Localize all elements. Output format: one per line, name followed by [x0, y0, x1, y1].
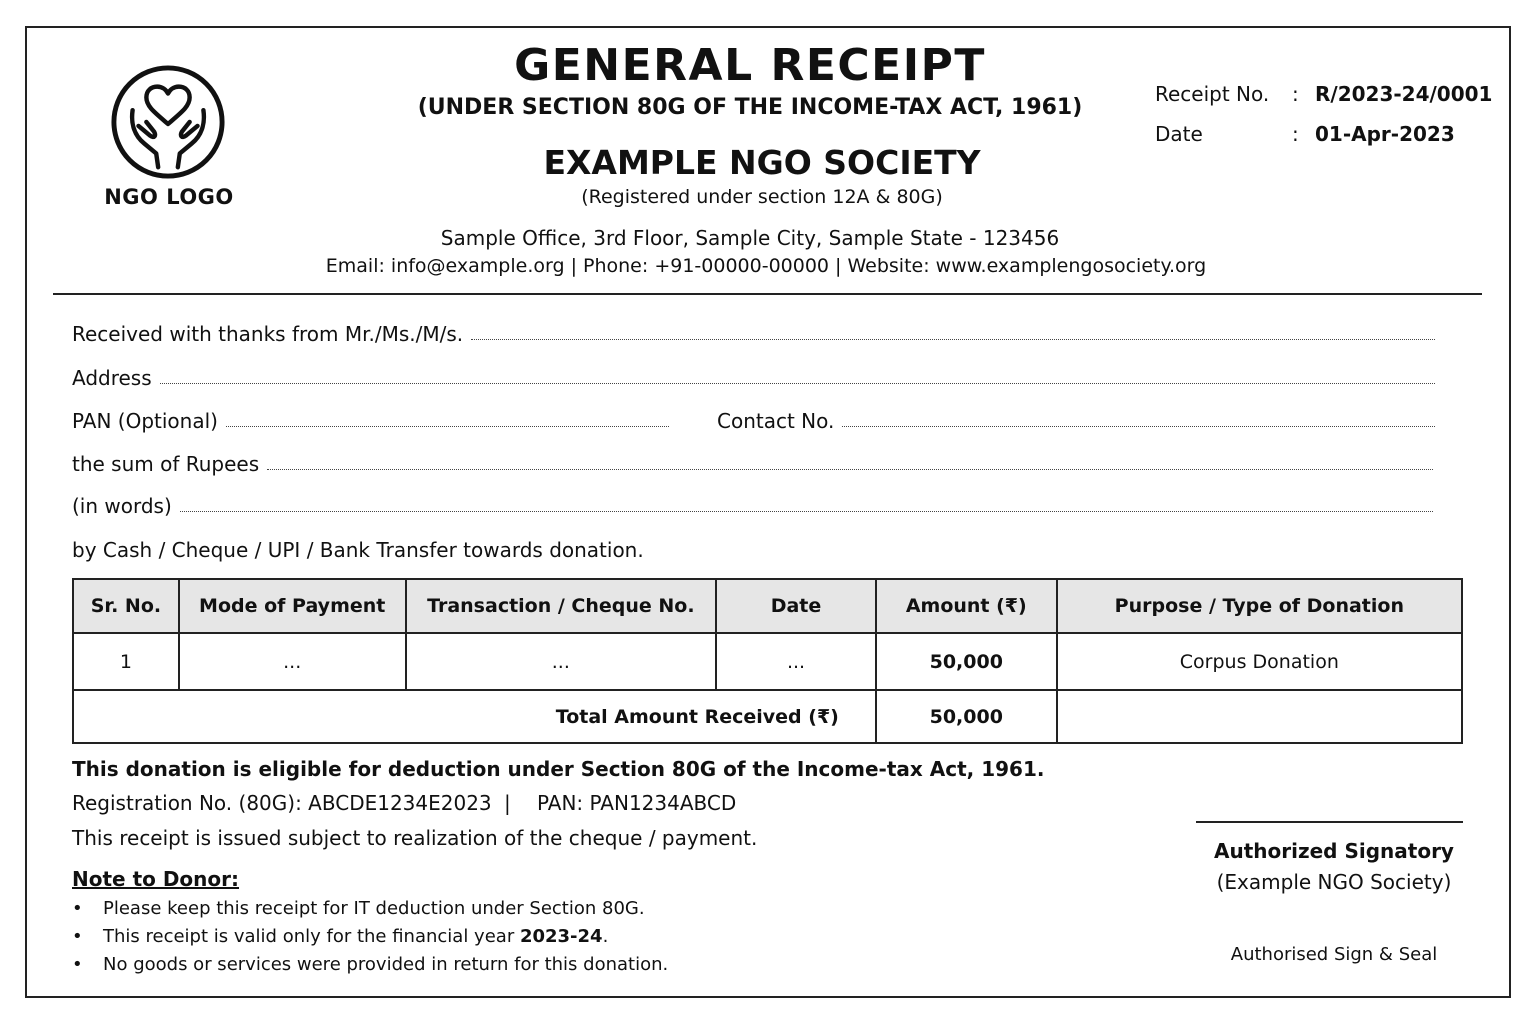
bullet-icon: • — [72, 926, 83, 947]
header-sr-no: Sr. No. — [73, 579, 179, 633]
header-transaction-no: Transaction / Cheque No. — [406, 579, 717, 633]
receipt-no-colon: : — [1292, 82, 1299, 106]
date-value: 01-Apr-2023 — [1315, 122, 1455, 146]
receipt-title: GENERAL RECEIPT — [514, 40, 986, 91]
realization-note: This receipt is issued subject to realization of the cheque / payment. — [72, 826, 758, 850]
org-pan: PAN: PAN1234ABCD — [537, 791, 737, 815]
pan-field[interactable] — [72, 409, 669, 433]
date-colon: : — [1292, 122, 1299, 146]
registration-number: Registration No. (80G): ABCDE1234E2023 — [72, 791, 492, 815]
signatory-title: Authorized Signatory — [1214, 839, 1454, 863]
signature-line — [1196, 821, 1463, 823]
receipt-no-label: Receipt No. — [1155, 82, 1270, 106]
cell-date[interactable]: ... — [716, 633, 876, 690]
logo-label: NGO LOGO — [104, 185, 234, 209]
heart-hands-icon — [109, 63, 227, 181]
address-field[interactable] — [72, 366, 1435, 390]
cell-transaction-no[interactable]: ... — [406, 633, 717, 690]
note-text: Please keep this receipt for IT deduction under Section 80G. — [103, 898, 645, 919]
cell-purpose: Corpus Donation — [1057, 633, 1462, 690]
table-total-row — [73, 690, 1462, 743]
total-amount: 50,000 — [876, 690, 1057, 743]
table-header-row — [73, 579, 1462, 633]
note-heading: Note to Donor: — [72, 867, 240, 891]
total-empty-cell — [1057, 690, 1462, 743]
registration-divider: | — [504, 791, 511, 815]
note-fy-value: 2023-24 — [519, 926, 603, 947]
receipt-no-value: R/2023-24/0001 — [1315, 82, 1493, 106]
note-text — [103, 926, 608, 947]
cell-mode[interactable]: ... — [179, 633, 406, 690]
received-from-line[interactable] — [471, 339, 1435, 340]
received-from-label: Received with thanks from Mr./Ms./M/s. — [72, 322, 464, 346]
in-words-line[interactable] — [180, 511, 1433, 512]
note-text: No goods or services were provided in return for this donation. — [103, 954, 669, 975]
cell-sr-no: 1 — [73, 633, 179, 690]
signatory-org: (Example NGO Society) — [1216, 870, 1452, 894]
cell-amount: 50,000 — [876, 633, 1057, 690]
pan-line[interactable] — [226, 426, 669, 427]
org-contact: Email: info@example.org | Phone: +91-00000-00000 | Website: www.examplengosociety.org — [325, 255, 1207, 277]
contact-no-label: Contact No. — [717, 409, 835, 433]
sum-rupees-label: the sum of Rupees — [72, 452, 260, 476]
contact-no-field[interactable] — [717, 409, 1435, 433]
total-label: Total Amount Received (₹) — [73, 690, 876, 743]
header-mode-of-payment: Mode of Payment — [179, 579, 406, 633]
contact-no-line[interactable] — [842, 426, 1435, 427]
table-row — [73, 633, 1462, 690]
org-registration: (Registered under section 12A & 80G) — [581, 186, 943, 208]
header-amount: Amount (₹) — [876, 579, 1057, 633]
receipt-subtitle: (UNDER SECTION 80G OF THE INCOME-TAX ACT, 1961) — [417, 95, 1083, 120]
org-name: EXAMPLE NGO SOCIETY — [543, 143, 981, 182]
eligibility-statement: This donation is eligible for deduction under Section 80G of the Income-tax Act, 1961. — [72, 757, 1045, 781]
header-divider — [53, 293, 1482, 295]
received-from-field[interactable] — [72, 322, 1435, 346]
note-fy-suffix: . — [602, 926, 609, 947]
header-purpose: Purpose / Type of Donation — [1057, 579, 1462, 633]
pan-label: PAN (Optional) — [72, 409, 218, 433]
in-words-field[interactable] — [72, 494, 1433, 518]
bullet-icon: • — [72, 954, 83, 975]
sign-seal-label: Authorised Sign & Seal — [1230, 944, 1438, 965]
in-words-label: (in words) — [72, 494, 172, 518]
note-fy-prefix: This receipt is valid only for the financial year — [103, 926, 520, 947]
bullet-icon: • — [72, 898, 83, 919]
address-label: Address — [72, 366, 152, 390]
header-date: Date — [716, 579, 876, 633]
sum-rupees-field[interactable] — [72, 452, 1433, 476]
donation-table — [72, 578, 1463, 744]
address-line[interactable] — [160, 383, 1435, 384]
org-address: Sample Office, 3rd Floor, Sample City, Sample State - 123456 — [440, 226, 1060, 250]
sum-rupees-line[interactable] — [267, 469, 1433, 470]
payment-mode-line: by Cash / Cheque / UPI / Bank Transfer towards donation. — [72, 538, 644, 562]
date-label: Date — [1155, 122, 1203, 146]
